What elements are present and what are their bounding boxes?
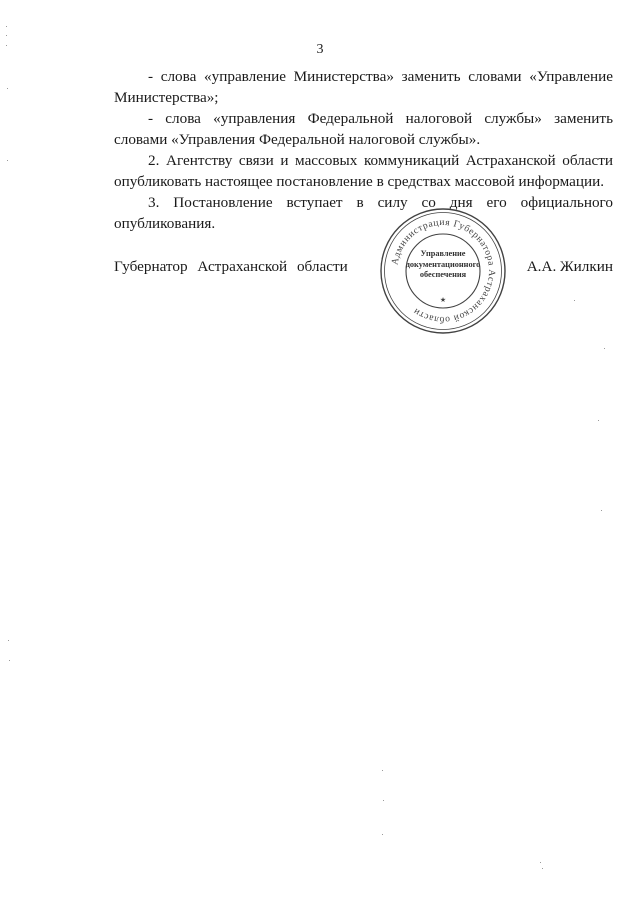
document-body (114, 66, 613, 234)
scan-speck (6, 26, 7, 27)
paragraph-effective-date: 3. Постановление вступает в силу со дня его официального опубликования. (114, 194, 613, 232)
scan-speck (7, 88, 8, 89)
seal-ring-text: Администрация Губернатора Астраханской области (389, 216, 498, 326)
seal-center-label (401, 243, 485, 294)
seal-center-line-2: документационного (405, 259, 481, 269)
signatory-name: А.А. Жилкин (526, 258, 613, 275)
paragraph-replace-ministry: - слова «управление Министерства» заменить словами «Управление Министерства»; (114, 68, 613, 106)
scan-speck (542, 868, 543, 869)
scan-speck (382, 770, 383, 771)
seal-center-line-1: Управление (420, 249, 466, 258)
official-seal (378, 206, 508, 336)
paragraph-replace-tax-service: - слова «управления Федеральной налоговой службы» заменить словами «Управления Федеральной налоговой службы». (114, 110, 613, 148)
scan-speck (601, 510, 602, 511)
scan-speck (6, 35, 7, 36)
scan-speck (382, 834, 383, 835)
signatory-position: Губернатор Астраханской области (114, 258, 348, 275)
scan-speck (540, 862, 541, 863)
scan-speck (574, 300, 575, 301)
scan-speck (6, 45, 7, 46)
scan-speck (383, 800, 384, 801)
scan-speck (8, 640, 9, 641)
seal-star-icon: ★ (439, 296, 447, 304)
scan-speck (7, 160, 8, 161)
page-number: 3 (316, 42, 324, 57)
seal-center-line-3: обеспечения (419, 270, 467, 280)
scan-speck (9, 660, 10, 661)
scan-speck (604, 348, 605, 349)
signature-block (114, 256, 613, 278)
paragraph-publication-order: 2. Агентству связи и массовых коммуникаций Астраханской области опубликовать настоящее постановление в средствах массовой информации. (114, 152, 613, 190)
scan-speck (598, 420, 599, 421)
